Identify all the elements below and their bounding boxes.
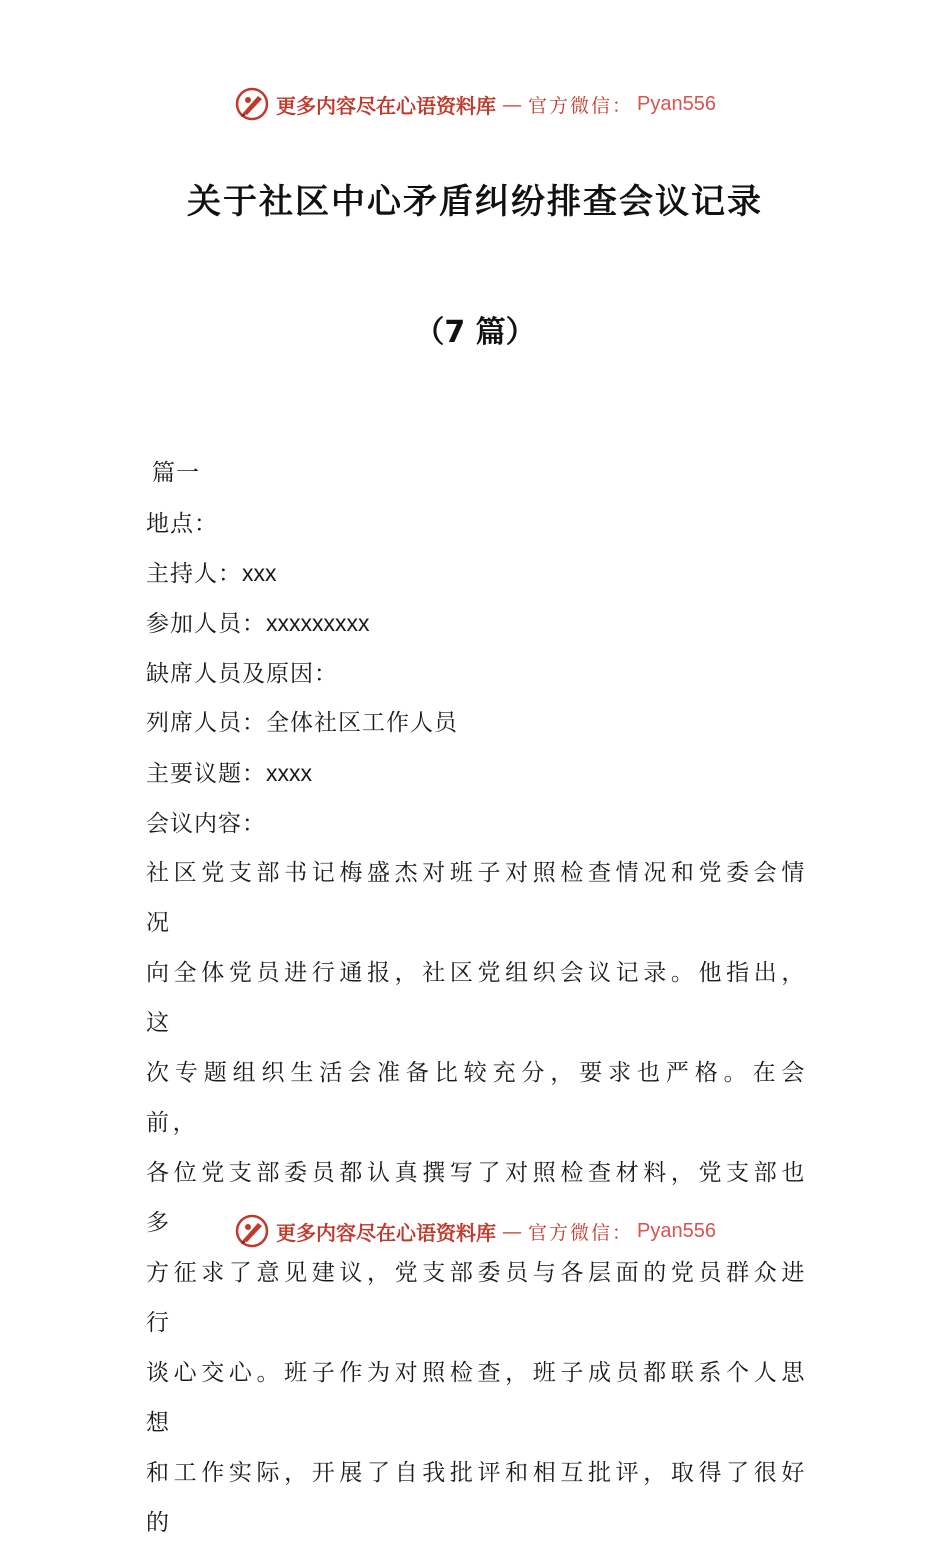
watermark-dash: — xyxy=(502,1219,522,1243)
paragraph-line: 方征求了意见建议，党支部委员与各层面的党员群众进行 xyxy=(146,1260,808,1336)
watermark-id: Pyan556 xyxy=(637,92,716,115)
document-subtitle: （7 篇） xyxy=(414,315,536,350)
watermark-text: 更多内容尽在心语资料库 xyxy=(276,1220,496,1245)
field-content xyxy=(146,798,808,848)
paragraph-line: 向全体党员进行通报，社区党组织会议记录。他指出，这 xyxy=(146,960,808,1036)
field-label: 主要议题： xyxy=(146,761,266,787)
paragraph-line: 和工作实际，开展了自我批评和相互批评，取得了很好的 xyxy=(146,1460,808,1536)
field-label: 会议内容： xyxy=(146,811,266,837)
paragraph-line: 社区党支部书记梅盛杰对班子对照检查情况和党委会情况 xyxy=(146,860,808,936)
field-label: 缺席人员及原因： xyxy=(146,661,338,687)
watermark-dash: — xyxy=(502,92,522,116)
paragraph-line: 谈心交心。班子作为对照检查，班子成员都联系个人思想 xyxy=(146,1360,808,1436)
document-body xyxy=(146,448,808,1548)
watermark-footer xyxy=(0,1211,950,1251)
field-absentees xyxy=(146,648,808,698)
document-title: 关于社区中心矛盾纠纷排查会议记录 xyxy=(187,182,763,222)
field-value: xxxxxxxxx xyxy=(266,610,370,636)
pen-logo-icon xyxy=(234,1213,270,1249)
field-value: 全体社区工作人员 xyxy=(266,710,458,736)
field-host xyxy=(146,548,808,598)
paragraph-line: 各位党支部委员都认真撰写了对照检查材料，党支部也多 xyxy=(146,1160,808,1236)
field-topic xyxy=(146,748,808,798)
pen-logo-icon xyxy=(234,86,270,122)
field-observers xyxy=(146,698,808,748)
watermark-label: 官方微信： xyxy=(528,1221,634,1244)
field-value: xxx xyxy=(242,560,277,586)
watermark-label: 官方微信： xyxy=(528,94,634,117)
field-label: 主持人： xyxy=(146,561,242,587)
paragraph-line: 次专题组织生活会准备比较充分，要求也严格。在会前， xyxy=(146,1060,808,1136)
meeting-content-paragraph xyxy=(146,848,808,1548)
field-label: 地点： xyxy=(146,511,218,537)
field-label: 列席人员： xyxy=(146,710,266,736)
watermark-text: 更多内容尽在心语资料库 xyxy=(276,93,496,118)
section-heading: 篇一 xyxy=(152,460,200,486)
watermark-header xyxy=(0,84,950,124)
field-value: xxxx xyxy=(266,760,312,786)
field-label: 参加人员： xyxy=(146,611,266,637)
watermark-id: Pyan556 xyxy=(637,1219,716,1242)
field-location xyxy=(146,498,808,548)
field-attendees xyxy=(146,598,808,648)
